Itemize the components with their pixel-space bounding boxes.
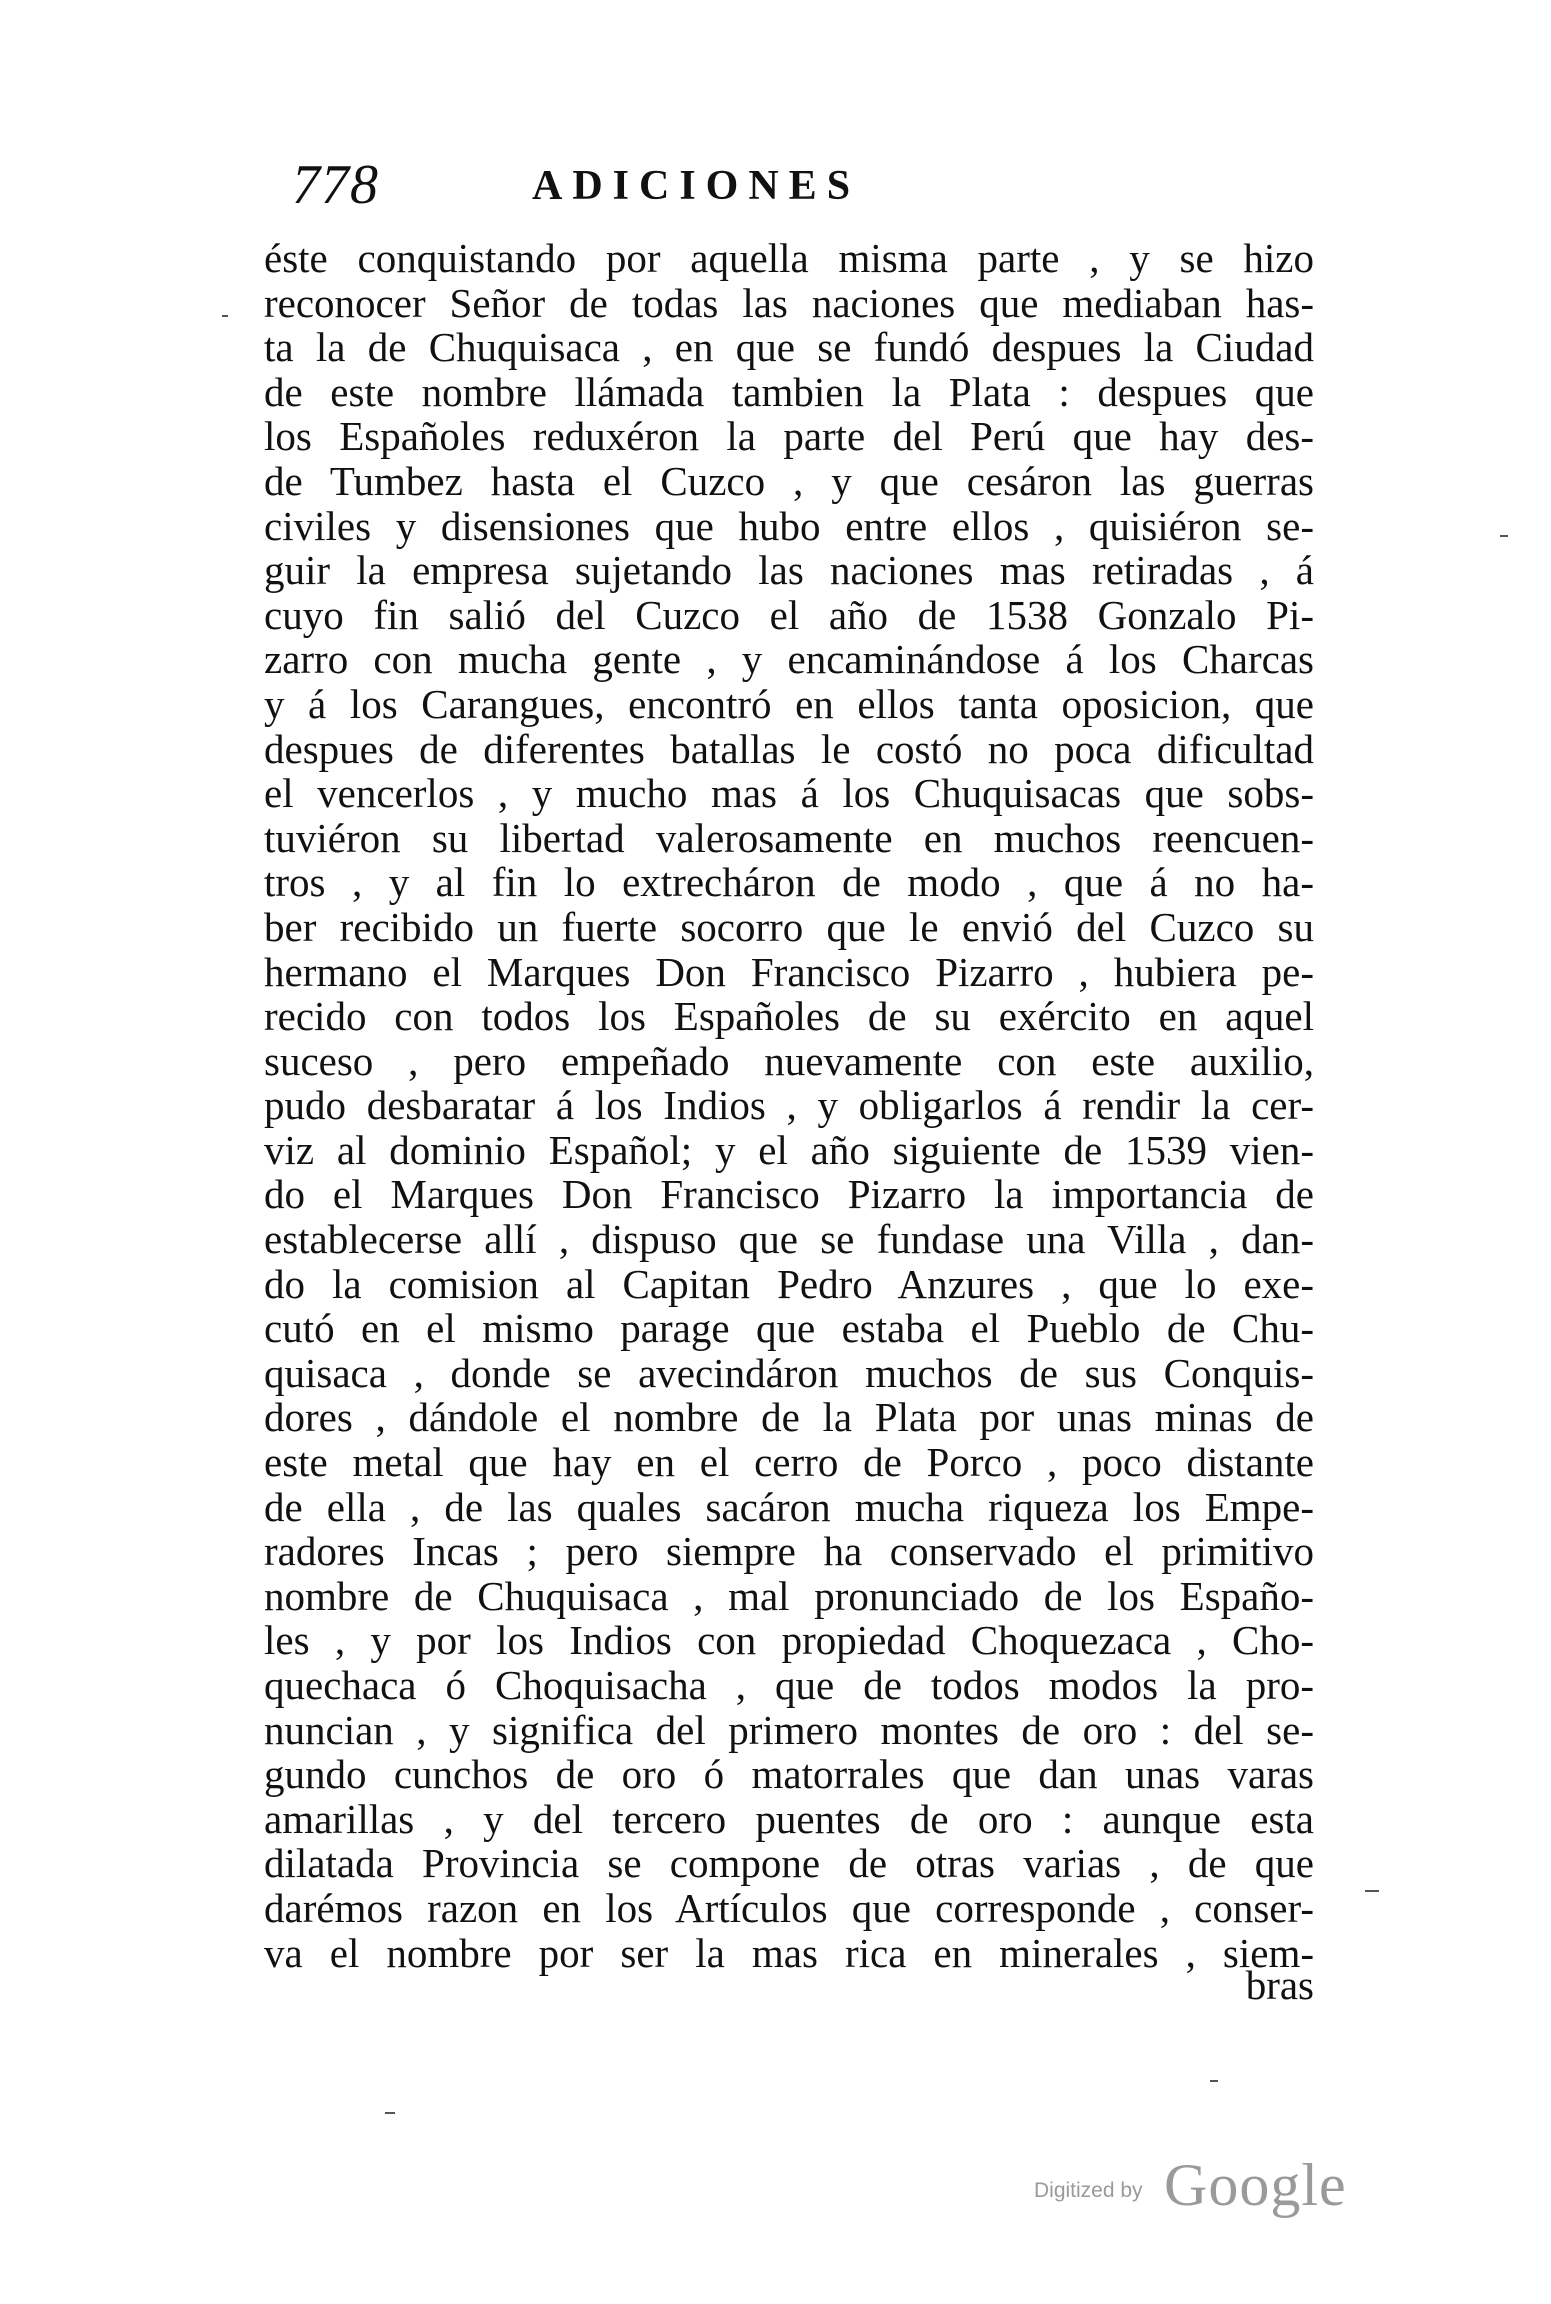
text-line: viz al dominio Español; y el año siguiente de 1539 vien- — [264, 1126, 1314, 1173]
text-line: zarro con mucha gente , y encaminándose á los Charcas — [264, 636, 1314, 683]
text-line: quisaca , donde se avecindáron muchos de sus Conquis- — [264, 1349, 1314, 1396]
text-line: de Tumbez hasta el Cuzco , y que cesáron las guerras — [264, 457, 1314, 504]
text-line: dilatada Provincia se compone de otras varias , de que — [264, 1840, 1314, 1887]
text-line: darémos razon en los Artículos que corresponde , conser- — [264, 1884, 1314, 1931]
text-line: va el nombre por ser la mas rica en minerales , siem- — [264, 1929, 1314, 1976]
text-line: pudo desbaratar á los Indios , y obligarlos á rendir la cer- — [264, 1082, 1314, 1129]
text-line: de este nombre llámada tambien la Plata : despues que — [264, 368, 1314, 415]
text-line: do la comision al Capitan Pedro Anzures , que lo exe- — [264, 1260, 1314, 1307]
text-line: este metal que hay en el cerro de Porco , poco distante — [264, 1439, 1314, 1486]
text-line: civiles y disensiones que hubo entre ellos , quisiéron se- — [264, 502, 1314, 549]
text-line: suceso , pero empeñado nuevamente con este auxilio, — [264, 1037, 1314, 1084]
text-line: quechaca ó Choquisacha , que de todos modos la pro- — [264, 1662, 1314, 1708]
text-line: nuncian , y significa del primero montes de oro : del se- — [264, 1706, 1314, 1753]
text-line: de ella , de las quales sacáron mucha riqueza los Empe- — [264, 1483, 1314, 1530]
scan-speck — [1500, 535, 1508, 537]
text-line: reconocer Señor de todas las naciones que mediaban has- — [264, 279, 1314, 326]
text-line: nombre de Chuquisaca , mal pronunciado de los Españo- — [264, 1572, 1314, 1619]
text-line: tros , y al fin lo extrecháron de modo , que á no ha- — [264, 859, 1314, 906]
text-line: radores Incas ; pero siempre ha conservado el primitivo — [264, 1528, 1314, 1575]
text-line: el vencerlos , y mucho mas á los Chuquisacas que sobs- — [264, 770, 1314, 817]
text-line: tuviéron su libertad valerosamente en muchos reencuen- — [264, 814, 1314, 861]
google-logo: Google — [1164, 2152, 1347, 2218]
text-line: establecerse allí , dispuso que se fundase una Villa , dan- — [264, 1216, 1314, 1263]
text-line: ber recibido un fuerte socorro que le envió del Cuzco su — [264, 903, 1314, 950]
scan-speck — [1210, 2080, 1218, 2082]
text-line: ta la de Chuquisaca , en que se fundó despues la Ciudad — [264, 324, 1314, 371]
scan-speck — [1365, 1890, 1379, 1892]
text-line: hermano el Marques Don Francisco Pizarro , hubiera pe- — [264, 948, 1314, 995]
text-line: guir la empresa sujetando las naciones mas retiradas , á — [264, 547, 1314, 594]
catchword-row — [264, 1960, 1314, 2010]
text-line: do el Marques Don Francisco Pizarro la importancia de — [264, 1171, 1314, 1218]
text-line: despues de diferentes batallas le costó no poca dificultad — [264, 725, 1314, 772]
text-line: dores , dándole el nombre de la Plata por unas minas de — [264, 1394, 1314, 1441]
digitized-by-watermark — [1034, 2153, 1354, 2223]
text-line: cutó en el mismo parage que estaba el Pueblo de Chu- — [264, 1305, 1314, 1352]
page-number: 778 — [292, 154, 379, 216]
scan-speck — [385, 2112, 395, 2114]
body-text — [264, 236, 1314, 1975]
catchword: bras — [1245, 1962, 1314, 2008]
watermark-prefix: Digitized by — [1034, 2179, 1143, 2202]
scan-speck — [222, 315, 228, 317]
text-line: les , y por los Indios con propiedad Choquezaca , Cho- — [264, 1617, 1314, 1664]
text-line: y á los Carangues, encontró en ellos tanta oposicion, que — [264, 680, 1314, 727]
text-line: éste conquistando por aquella misma parte , y se hizo — [264, 235, 1314, 281]
page-header — [292, 150, 1092, 220]
running-head: ADICIONES — [532, 163, 861, 209]
text-line: cuyo fin salió del Cuzco el año de 1538 Gonzalo Pi- — [264, 591, 1314, 638]
text-line: recido con todos los Españoles de su exército en aquel — [264, 993, 1314, 1040]
text-line: los Españoles reduxéron la parte del Perú que hay des- — [264, 413, 1314, 460]
text-line: gundo cunchos de oro ó matorrales que dan unas varas — [264, 1751, 1314, 1798]
text-line: amarillas , y del tercero puentes de oro : aunque esta — [264, 1795, 1314, 1842]
